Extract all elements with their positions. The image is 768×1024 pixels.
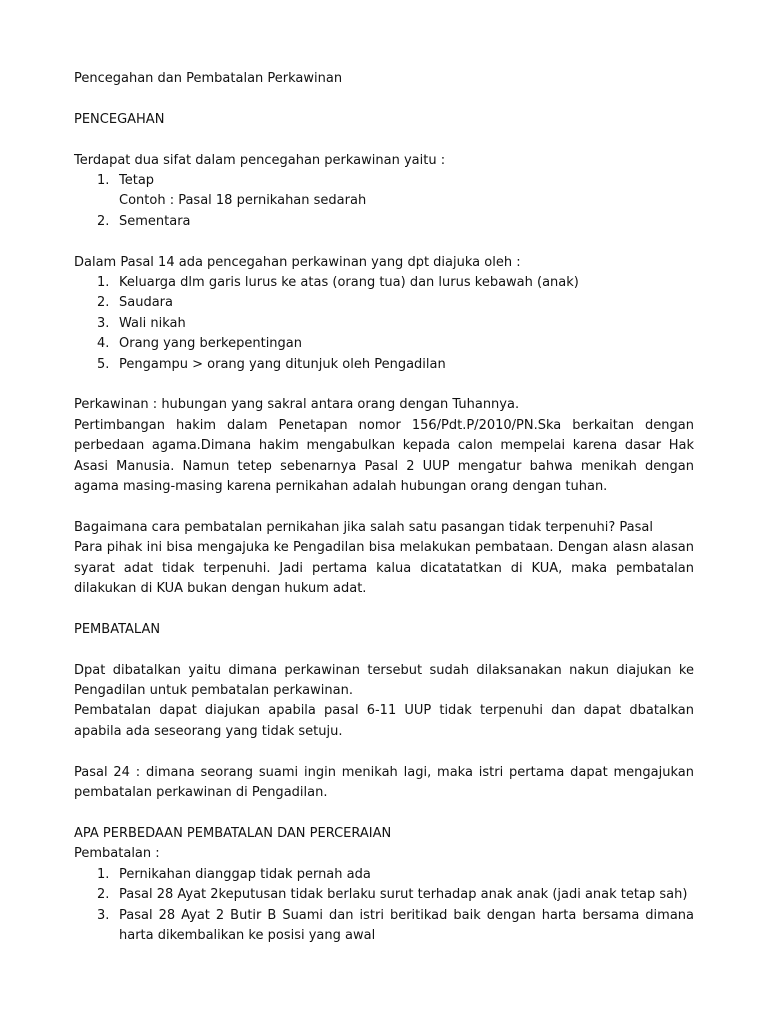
heading-pembatalan: PEMBATALAN [74, 621, 161, 637]
list-number: 5. [97, 356, 110, 372]
list-number: 1. [97, 275, 110, 291]
spacer [74, 375, 694, 395]
list-number: 1. [97, 866, 110, 882]
spacer [74, 599, 694, 619]
spacer [74, 804, 694, 824]
spacer [74, 640, 694, 660]
pasal14-intro: Dalam Pasal 14 ada pencegahan perkawinan yang dpt diajuka oleh : [74, 254, 521, 270]
list-text: Orang yang berkepentingan [119, 336, 303, 352]
heading-pencegahan: PENCEGAHAN [74, 111, 165, 127]
list-item [74, 334, 694, 354]
spacer [74, 497, 694, 517]
list-text: Pasal 28 Ayat 2 Butir B Suami dan istri beritikad baik dengan harta bersama dimana harta dikembalikan ke posisi yang awal [119, 907, 694, 943]
pembatalan-question: Bagaimana cara pembatalan pernikahan jika salah satu pasangan tidak terpenuhi? Pasal [74, 519, 653, 535]
list-text: Tetap [119, 173, 155, 188]
list-text: Saudara [119, 295, 173, 311]
list-number: 1. [97, 173, 110, 188]
list-item [74, 865, 694, 885]
pasal14-list [74, 273, 694, 375]
list-item [74, 212, 694, 232]
list-number: 2. [97, 213, 110, 229]
list-text: Keluarga dlm garis lurus ke atas (orang tua) dan lurus kebawah (anak) [119, 275, 579, 291]
list-item [74, 314, 694, 334]
pembatalan-answer: Para pihak ini bisa mengajuka ke Pengadilan bisa melakukan pembataan. Dengan alasn alasan syarat adat tidak terpenuhi. Jadi pertama kalua dicatatatkan di KUA, maka pembatalan dilakukan di KUA bukan dengan hukum adat. [74, 540, 694, 597]
list-text: Sementara [119, 213, 191, 229]
spacer [74, 89, 694, 109]
pembatalan-paragraph-1: Dpat dibatalkan yaitu dimana perkawinan tersebut sudah dilaksanakan nakun diajukan ke Pengadilan untuk pembatalan perkawinan. [74, 662, 694, 699]
list-number: 2. [97, 887, 110, 903]
document-page [74, 69, 694, 946]
list-text: Wali nikah [119, 315, 186, 331]
sifat-intro: Terdapat dua sifat dalam pencegahan perkawinan yaitu : [74, 152, 446, 168]
spacer [74, 130, 694, 150]
list-number: 4. [97, 336, 110, 352]
heading-perbedaan: APA PERBEDAAN PEMBATALAN DAN PERCERAIAN [74, 825, 392, 841]
pasal24-paragraph: Pasal 24 : dimana seorang suami ingin menikah lagi, maka istri pertama dapat mengajukan pembatalan perkawinan di Pengadilan. [74, 764, 694, 801]
list-text: Pernikahan dianggap tidak pernah ada [119, 866, 371, 882]
document-title: Pencegahan dan Pembatalan Perkawinan [74, 71, 343, 86]
list-number: 3. [97, 907, 110, 923]
list-item [74, 885, 694, 905]
spacer [74, 232, 694, 252]
perkawinan-definition: Perkawinan : hubungan yang sakral antara orang dengan Tuhannya. [74, 397, 520, 413]
list-item [74, 906, 694, 947]
list-number: 3. [97, 315, 110, 331]
list-number: 2. [97, 295, 110, 311]
spacer [74, 742, 694, 762]
list-subtext: Contoh : Pasal 18 pernikahan sedarah [119, 193, 367, 209]
list-item [74, 273, 694, 293]
list-item [74, 293, 694, 313]
perbedaan-list [74, 865, 694, 947]
list-item [74, 171, 694, 212]
pertimbangan-paragraph: Pertimbangan hakim dalam Penetapan nomor 156/Pdt.P/2010/PN.Ska berkaitan dengan perbedaan agama.Dimana hakim mengabulkan kepada calon mempelai karena dasar Hak Asasi Manusia. Namun tetep sebenarnya Pasal 2 UUP mengatur bahwa menikah dengan agama masing-masing karena pernikahan adalah hubungan orang dengan tuhan. [74, 417, 694, 495]
pembatalan-subheading: Pembatalan : [74, 846, 160, 862]
list-text: Pasal 28 Ayat 2keputusan tidak berlaku surut terhadap anak anak (jadi anak tetap sah) [119, 887, 688, 903]
sifat-list [74, 171, 694, 232]
list-item [74, 355, 694, 375]
pembatalan-paragraph-2: Pembatalan dapat diajukan apabila pasal 6-11 UUP tidak terpenuhi dan dapat dbatalkan apabila ada seseorang yang tidak setuju. [74, 703, 694, 739]
list-text: Pengampu > orang yang ditunjuk oleh Pengadilan [119, 356, 446, 372]
